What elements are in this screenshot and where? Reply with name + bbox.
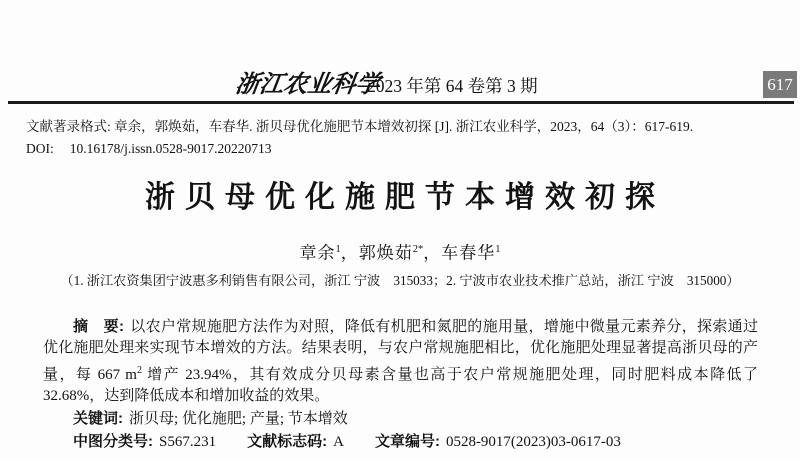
author-sup-2: 2*: [412, 244, 424, 255]
classification-line: [43, 431, 758, 454]
page-number-badge: 617: [763, 71, 797, 98]
article-content: [0, 104, 800, 453]
doc-code-segment: [247, 434, 344, 450]
author-name-3: 车春华: [441, 243, 496, 263]
article-no-segment: [375, 434, 621, 450]
author-sup-3: 1: [495, 244, 501, 255]
doc-code-value: A: [333, 433, 344, 450]
citation-block: [26, 116, 772, 160]
author-separator: ，: [340, 243, 359, 263]
citation-line: [26, 116, 772, 138]
article-no-label: 文章编号:: [374, 432, 440, 450]
citation-text: 章余，郭焕茹，车春华. 浙贝母优化施肥节本增效初探 [J]. 浙江农业科学，2023，64（3）：617-619.: [114, 119, 694, 134]
doi-line: [26, 138, 772, 160]
journal-name-calligraphy: 浙江农业科学: [233, 69, 382, 98]
clc-value: S567.231: [159, 433, 217, 450]
authors-line: [0, 239, 800, 265]
author-separator: ，: [423, 243, 442, 263]
clc-label: 中图分类号:: [73, 432, 153, 450]
clc-segment: [73, 434, 216, 450]
affiliation-line: （1. 浙江农资集团宁波惠多利销售有限公司，浙江 宁波 315033；2. 宁波市农业技术推广总站，浙江 宁波 315000）: [60, 272, 740, 288]
squared-superscript: 2: [136, 364, 142, 376]
journal-masthead: [0, 0, 800, 104]
author-name-1: 章余: [299, 243, 336, 263]
article-title: 浙贝母优化施肥节本增效初探: [145, 181, 665, 214]
keywords-line: [43, 408, 758, 431]
abstract-label: 摘 要:: [73, 317, 124, 335]
keywords-text: 浙贝母; 优化施肥; 产量; 节本增效: [129, 411, 348, 428]
abstract-text-part1: 以农户常规施肥方法作为对照，降低有机肥和氮肥的施用量，增施中微量元素养分，探索通过优化施肥处理来实现节本增效的方法。结果表明，与农户常规施肥相比，优化施肥处理显著提高浙贝母的产量，每 667 m: [43, 318, 758, 383]
author-sup-1: 1: [335, 244, 341, 255]
author-name-2: 郭焕茹: [358, 243, 413, 263]
citation-format-label: 文献著录格式:: [26, 119, 111, 134]
doc-code-label: 文献标志码:: [247, 432, 328, 450]
issue-info: 2023 年第 64 卷第 3 期: [367, 76, 538, 96]
keywords-label: 关键词:: [73, 410, 123, 428]
abstract-text-part2: 增产 23.94%，其有效成分贝母素含量也高于农户常规施肥处理，同时肥料成本降低了 32.68%，达到降低成本和增加收益的效果。: [43, 366, 758, 405]
doi-value: 10.16178/j.issn.0528-9017.20220713: [69, 141, 272, 156]
doi-label: DOI:: [26, 141, 54, 156]
abstract-paragraph: [43, 316, 758, 408]
article-no-value: 0528-9017(2023)03-0617-03: [445, 433, 621, 450]
